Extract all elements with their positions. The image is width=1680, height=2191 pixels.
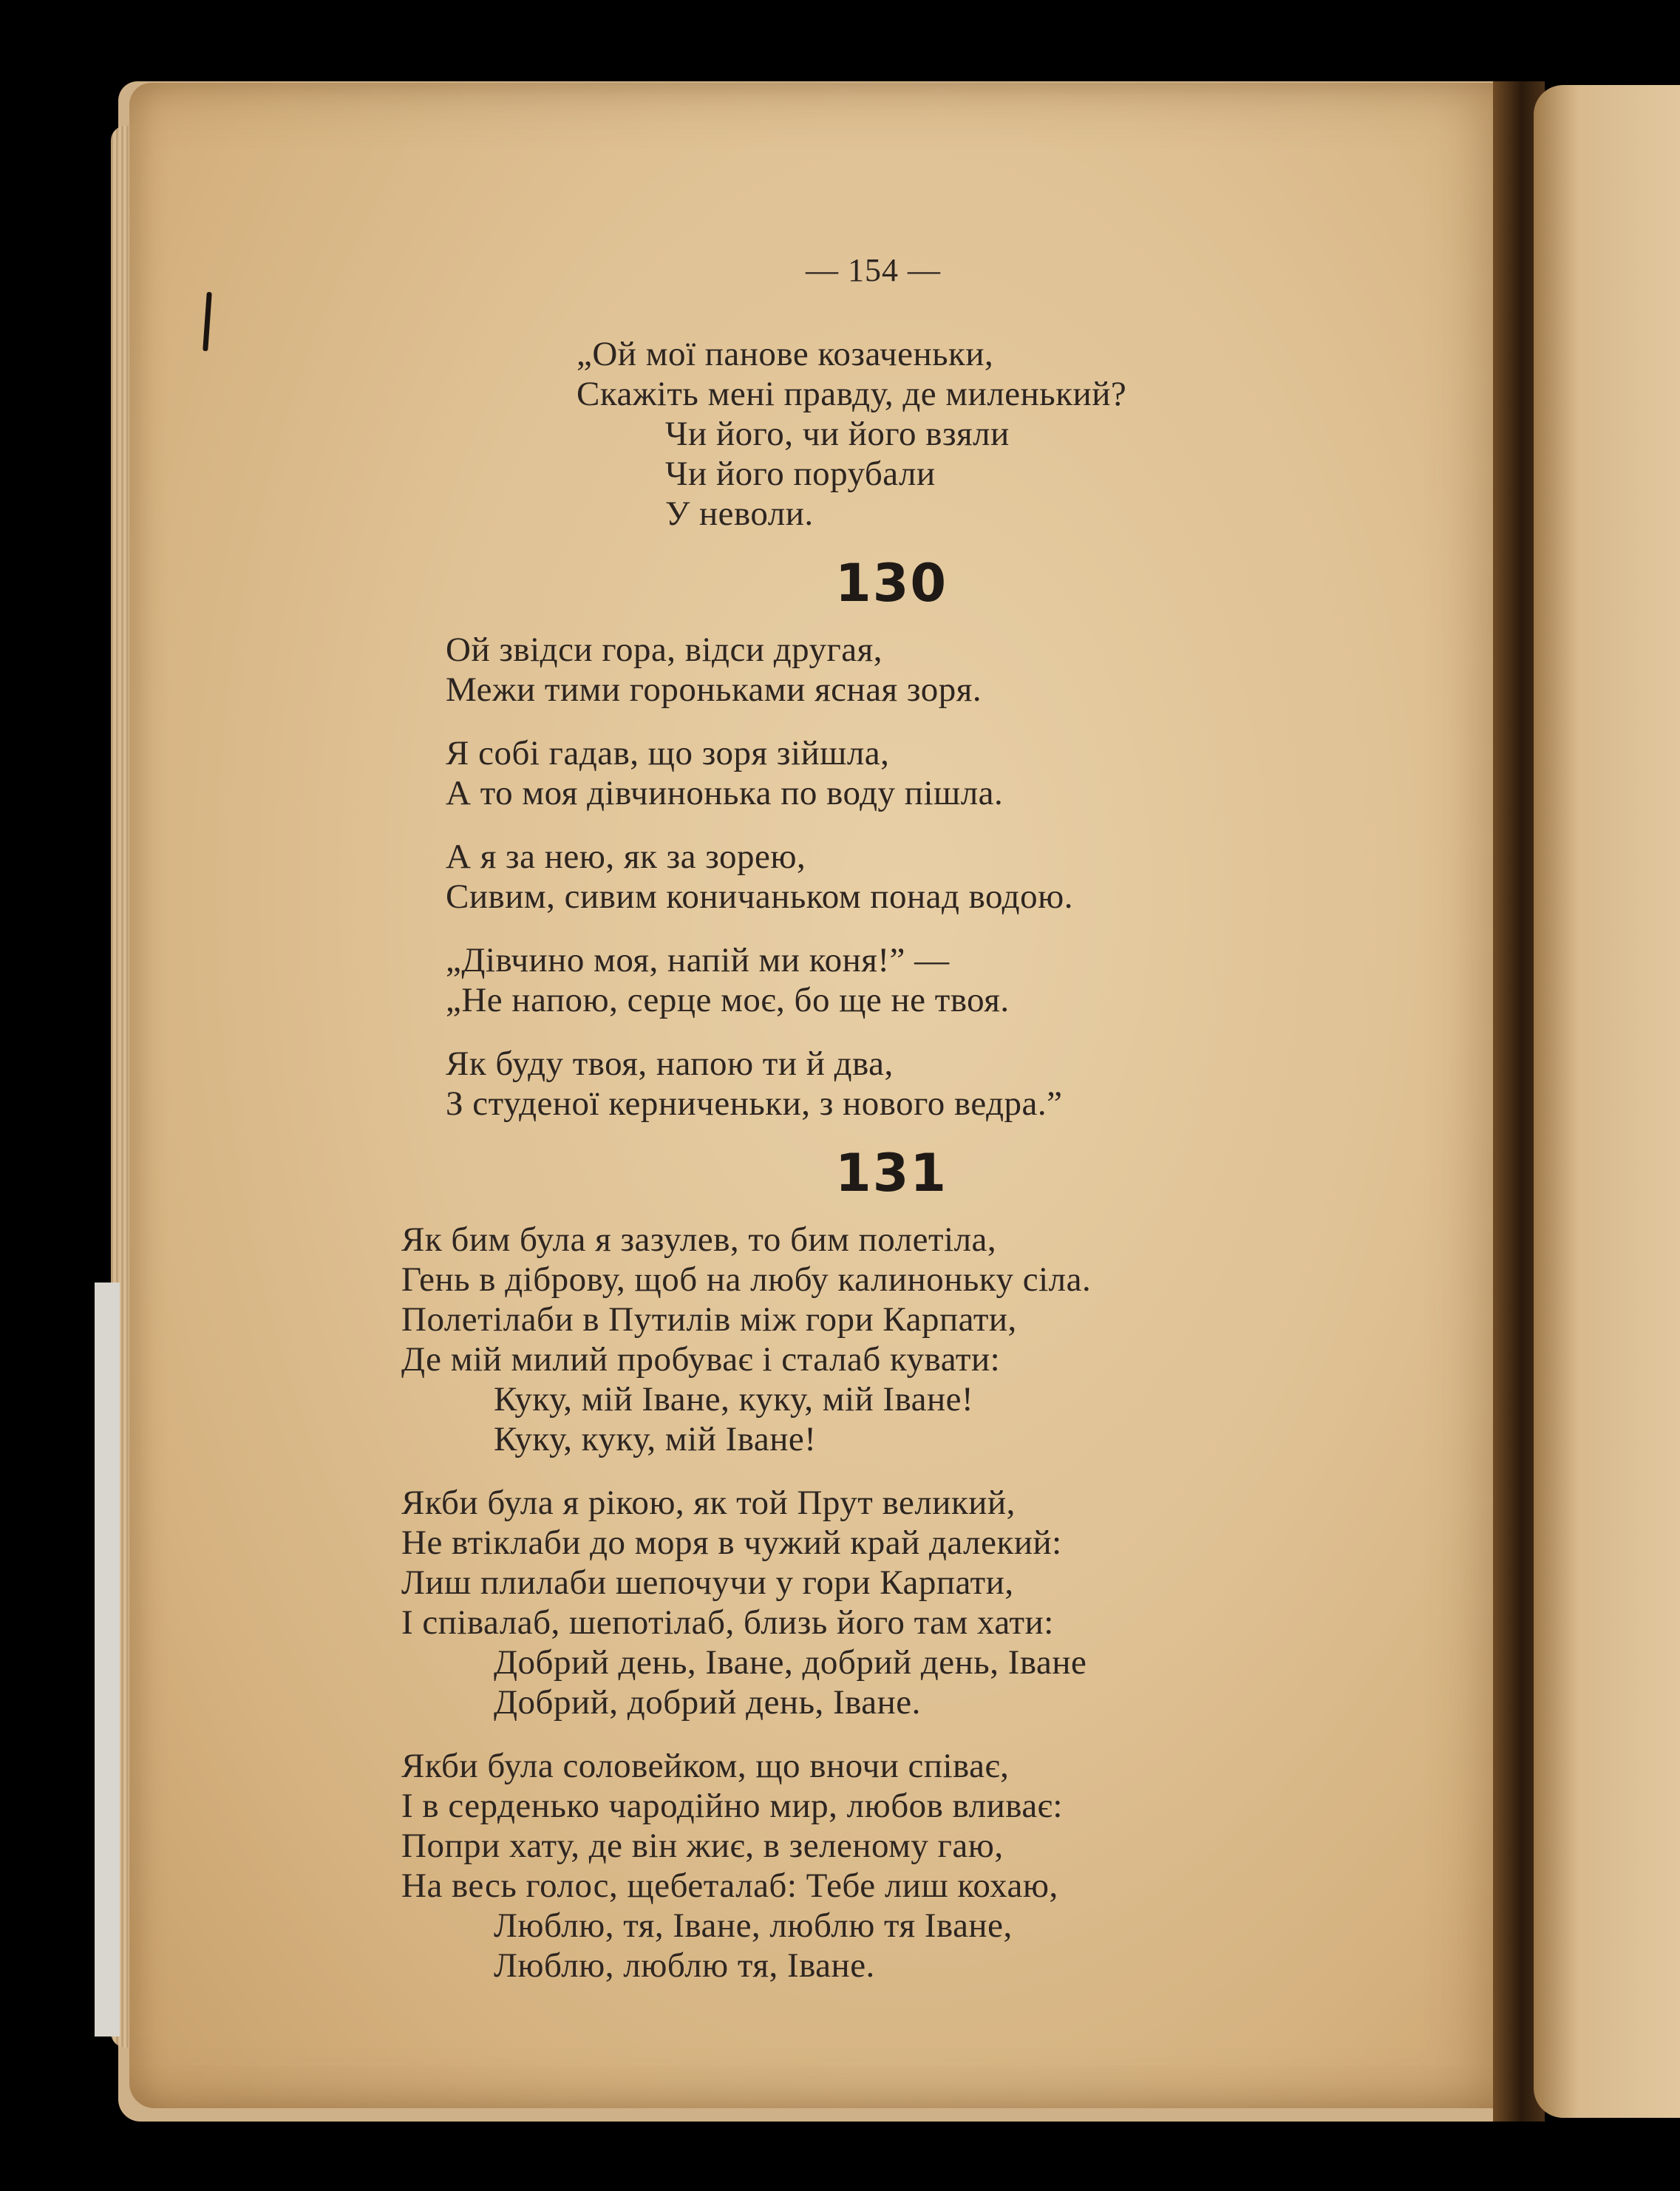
verse-line: Не втіклаби до моря в чужий край далекий: bbox=[401, 1523, 1062, 1562]
verse-line: Скажіть мені правду, де миленький? bbox=[577, 375, 1127, 413]
verse-line: У неволи. bbox=[665, 495, 814, 533]
verse-line: А я за нею, як за зорею, bbox=[446, 838, 806, 876]
verse-line: А то моя дівчинонька по воду пішла. bbox=[446, 774, 1004, 812]
verse-line: На весь голос, щебеталаб: Тебе лиш кохаю, bbox=[401, 1866, 1058, 1905]
verse-line: І в серденько чародійно мир, любов вливає: bbox=[401, 1787, 1063, 1825]
verse-line: Як бим була я зазулев, то бим полетіла, bbox=[401, 1220, 997, 1259]
verse-line: Сивим, сивим коничаньком понад водою. bbox=[446, 877, 1073, 916]
verse-line: І співалаб, шепотілаб, близь його там хати: bbox=[401, 1603, 1054, 1642]
verse-line: Де мій милий пробуває і сталаб кувати: bbox=[401, 1340, 1001, 1379]
verse-line: Лиш плилаби шепочучи у гори Карпати, bbox=[401, 1563, 1014, 1602]
verse-line: „Не напою, серце моє, бо ще не твоя. bbox=[446, 981, 1010, 1019]
verse-line: „Ой мої панове козаченьки, bbox=[577, 335, 994, 373]
verse-line: Чи його, чи його взяли bbox=[665, 415, 1010, 453]
verse-line: Добрий, добрий день, Іване. bbox=[494, 1683, 921, 1722]
verse-line: Ой звідси гора, відси другая, bbox=[446, 631, 883, 669]
verse-line: Люблю, люблю тя, Іване. bbox=[494, 1946, 875, 1985]
verse-line: Межи тими гороньками ясная зоря. bbox=[446, 670, 982, 709]
bookmark-strip bbox=[95, 1283, 120, 2037]
song-number-131: 131 bbox=[835, 1143, 948, 1203]
verse-line: Попри хату, де він жиє, в зеленому гаю, bbox=[401, 1827, 1004, 1865]
verse-line: Добрий день, Іване, добрий день, Іване bbox=[494, 1643, 1087, 1682]
verse-line: Люблю, тя, Іване, люблю тя Іване, bbox=[494, 1906, 1013, 1945]
verse-line: Як буду твоя, напою ти й два, bbox=[446, 1044, 894, 1083]
verse-line: Якби була я рікою, як той Прут великий, bbox=[401, 1484, 1016, 1522]
verse-line: Я собі гадав, що зоря зійшла, bbox=[446, 734, 890, 772]
verse-line: Якби була соловейком, що вночи співає, bbox=[401, 1747, 1010, 1785]
verse-line: Куку, куку, мій Іване! bbox=[494, 1420, 817, 1458]
verse-line: „Дівчино моя, напій ми коня!” — bbox=[446, 941, 950, 979]
verse-line: Гень в діброву, щоб на любу калиноньку сіла. bbox=[401, 1260, 1092, 1299]
page-number: — 154 — bbox=[806, 252, 941, 288]
song-number-130: 130 bbox=[835, 553, 948, 614]
verse-line: Чи його порубали bbox=[665, 455, 936, 493]
verse-line: Полетілаби в Путилів між гори Карпати, bbox=[401, 1300, 1017, 1339]
verse-line: З студеної керниченьки, з нового ведра.” bbox=[446, 1084, 1063, 1123]
facing-page bbox=[1534, 85, 1680, 2118]
verse-line: Куку, мій Іване, куку, мій Іване! bbox=[494, 1380, 974, 1419]
